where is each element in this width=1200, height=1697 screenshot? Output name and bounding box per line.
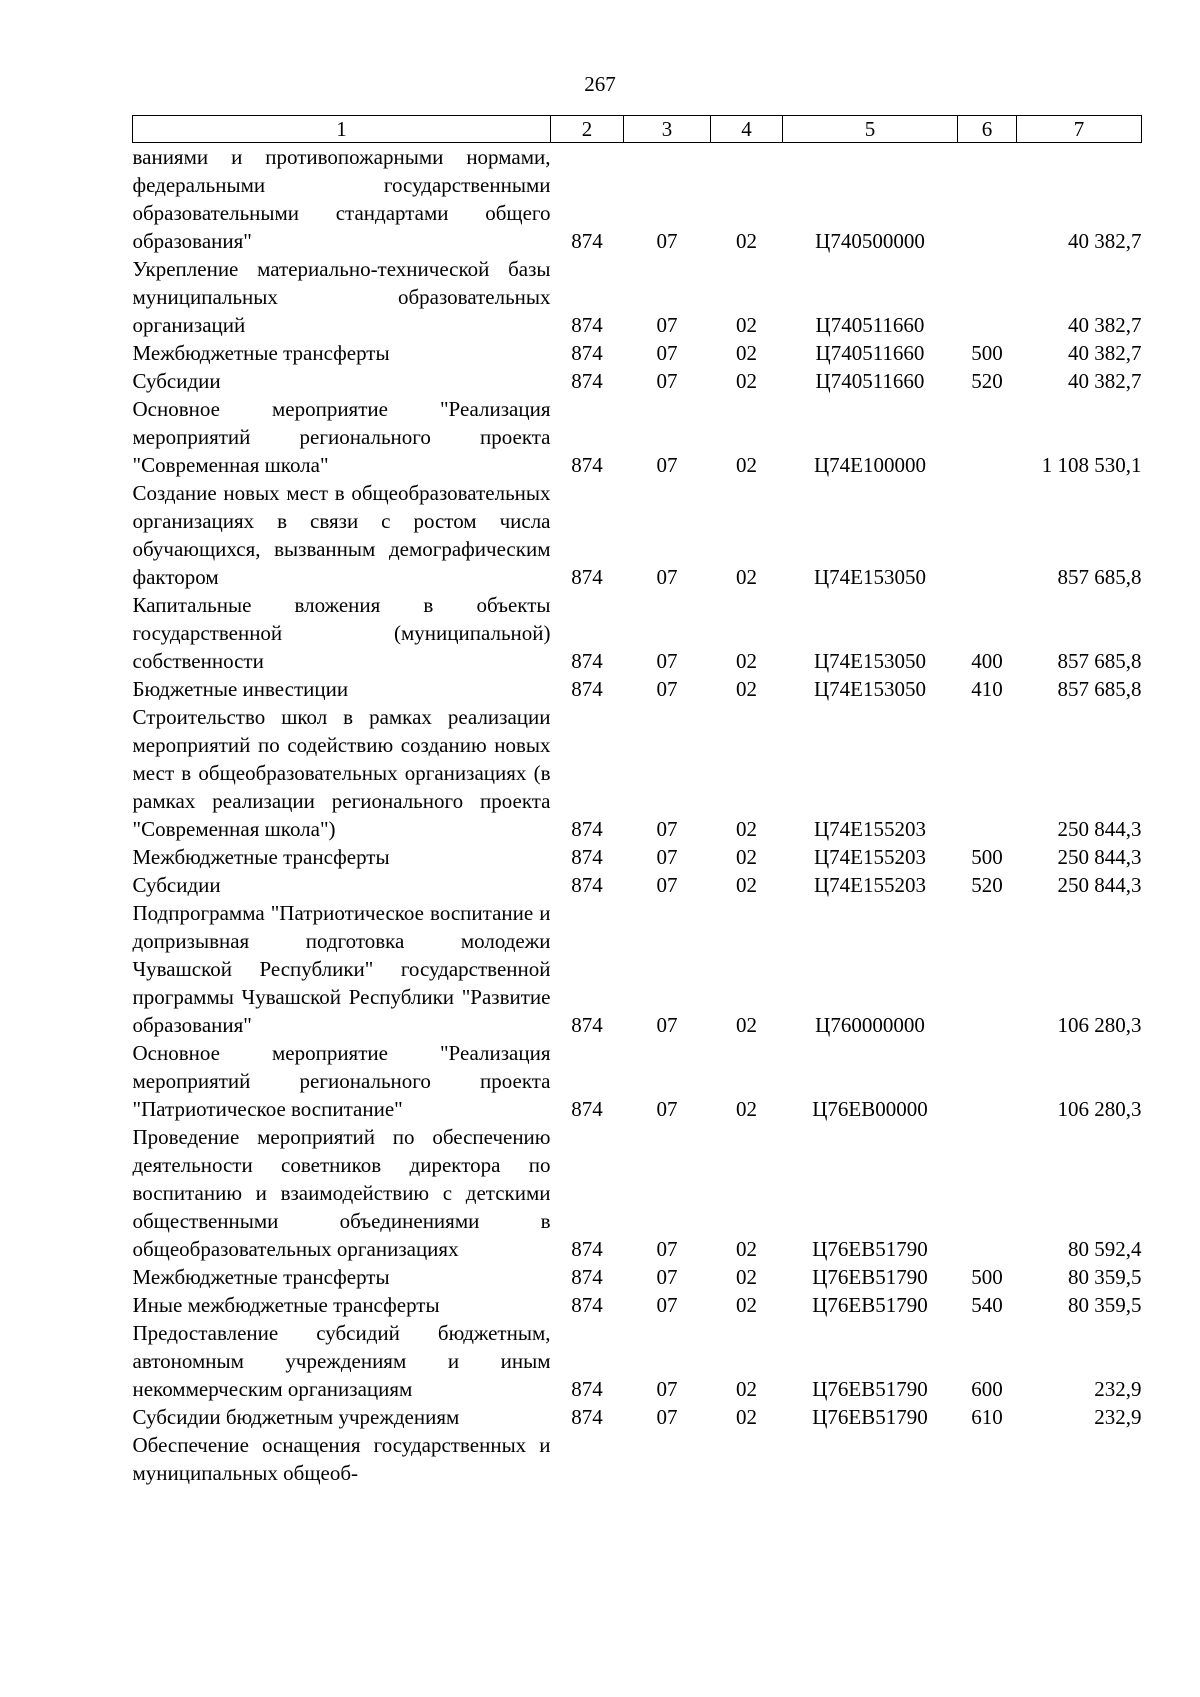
row-name: Подпрограмма "Патриотическое воспитание и допризывная подготовка молодежи Чувашской Республики" государственной программы Чувашской Республики "Развитие образования": [132, 901, 551, 1037]
row-subsection-code: 02: [736, 1293, 757, 1317]
row-expense-type-code: [958, 255, 1017, 339]
row-expense-type-code: 520: [971, 369, 1003, 393]
row-target-article-code: Ц74Е155203: [814, 817, 926, 841]
row-expense-type-code: 500: [971, 341, 1003, 365]
row-section-code: 07: [656, 1013, 678, 1037]
row-amount: 40 382,7: [1068, 229, 1142, 253]
row-subsection-code: 02: [736, 1013, 757, 1037]
row-section-code: 07: [656, 1293, 678, 1317]
table-row: [133, 255, 1142, 339]
row-ministry-code: 874: [571, 817, 603, 841]
row-amount: 80 359,5: [1068, 1265, 1142, 1289]
row-name: Создание новых мест в общеобразовательных организациях в связи с ростом числа обучающихся, вызванным демографическим фактором: [132, 481, 551, 589]
row-amount: 106 280,3: [1057, 1013, 1142, 1037]
row-target-article-code: [783, 1431, 958, 1487]
column-header-2: 2: [551, 116, 624, 143]
table-row: [133, 1291, 1142, 1319]
row-amount: 232,9: [1094, 1377, 1142, 1401]
row-target-article-code: Ц76ЕВ51790: [812, 1265, 928, 1289]
budget-table: [132, 115, 1142, 1487]
column-header-6: 6: [958, 116, 1017, 143]
row-section-code: 07: [656, 1237, 678, 1261]
row-section-code: 07: [656, 229, 678, 253]
row-section-code: 07: [656, 369, 678, 393]
row-ministry-code: 874: [571, 649, 603, 673]
row-target-article-code: Ц76ЕВ51790: [812, 1237, 928, 1261]
row-amount: 857 685,8: [1057, 565, 1142, 589]
row-amount: 232,9: [1094, 1405, 1142, 1429]
row-subsection-code: 02: [736, 341, 757, 365]
row-amount: 1 108 530,1: [1041, 453, 1142, 477]
row-ministry-code: 874: [571, 677, 603, 701]
row-name: ваниями и противопожарными нормами, федеральными государственными образовательными стандартами общего образования": [132, 145, 551, 253]
row-section-code: [624, 1431, 711, 1487]
row-expense-type-code: 410: [971, 677, 1003, 701]
table-row: [133, 1403, 1142, 1431]
row-subsection-code: 02: [736, 1097, 757, 1121]
row-expense-type-code: [958, 1123, 1017, 1263]
table-row: [133, 395, 1142, 479]
row-section-code: 07: [656, 565, 678, 589]
table-row: [133, 1039, 1142, 1123]
table-row: [133, 591, 1142, 675]
row-subsection-code: 02: [736, 677, 757, 701]
row-ministry-code: 874: [571, 1237, 603, 1261]
row-name: Субсидии бюджетным учреждениям: [132, 1405, 460, 1429]
row-name: Предоставление субсидий бюджетным, автономным учреждениям и иным некоммерческим организациям: [132, 1321, 551, 1401]
row-subsection-code: 02: [736, 565, 757, 589]
row-ministry-code: 874: [571, 1013, 603, 1037]
table-row: [133, 367, 1142, 395]
row-subsection-code: 02: [736, 1265, 757, 1289]
row-section-code: 07: [656, 1097, 678, 1121]
row-name: Основное мероприятие "Реализация мероприятий регионального проекта "Патриотическое воспитание": [132, 1041, 551, 1121]
table-row: [133, 675, 1142, 703]
row-subsection-code: 02: [736, 453, 757, 477]
row-target-article-code: Ц74Е153050: [814, 649, 926, 673]
row-ministry-code: 874: [571, 873, 603, 897]
row-subsection-code: [711, 1431, 783, 1487]
row-ministry-code: 874: [571, 341, 603, 365]
row-target-article-code: Ц740511660: [815, 341, 925, 365]
row-expense-type-code: 500: [971, 1265, 1003, 1289]
row-amount: [1017, 1431, 1142, 1487]
row-name: Иные межбюджетные трансферты: [132, 1293, 440, 1317]
table-row: [133, 1263, 1142, 1291]
row-target-article-code: Ц74Е155203: [814, 845, 926, 869]
row-section-code: 07: [656, 1405, 678, 1429]
column-header-4: 4: [711, 116, 783, 143]
row-amount: 80 592,4: [1068, 1237, 1142, 1261]
column-header-1: 1: [133, 116, 551, 143]
row-amount: 857 685,8: [1057, 649, 1142, 673]
row-amount: 857 685,8: [1057, 677, 1142, 701]
table-row: [133, 479, 1142, 591]
row-name: Укрепление материально-технической базы муниципальных образовательных организаций: [132, 257, 551, 337]
row-target-article-code: Ц76ЕВ00000: [812, 1097, 928, 1121]
row-ministry-code: 874: [571, 369, 603, 393]
table-row: [133, 871, 1142, 899]
row-subsection-code: 02: [736, 1377, 757, 1401]
column-header-3: 3: [624, 116, 711, 143]
row-subsection-code: 02: [736, 649, 757, 673]
row-ministry-code: 874: [571, 453, 603, 477]
row-ministry-code: 874: [571, 1293, 603, 1317]
row-section-code: 07: [656, 1377, 678, 1401]
table-row: [133, 899, 1142, 1039]
row-expense-type-code: [958, 479, 1017, 591]
row-expense-type-code: [958, 703, 1017, 843]
row-section-code: 07: [656, 649, 678, 673]
row-expense-type-code: 600: [971, 1377, 1003, 1401]
table-row: [133, 843, 1142, 871]
row-ministry-code: 874: [571, 1265, 603, 1289]
row-expense-type-code: [958, 1039, 1017, 1123]
row-name: Капитальные вложения в объекты государственной (муниципальной) собственности: [132, 593, 551, 673]
row-target-article-code: Ц74Е153050: [814, 677, 926, 701]
row-section-code: 07: [656, 341, 678, 365]
row-section-code: 07: [656, 845, 678, 869]
table-row: [133, 1431, 1142, 1487]
table-row: [133, 1319, 1142, 1403]
row-section-code: 07: [656, 677, 678, 701]
row-target-article-code: Ц74Е100000: [814, 453, 926, 477]
row-target-article-code: Ц74Е153050: [814, 565, 926, 589]
row-amount: 40 382,7: [1068, 369, 1142, 393]
row-subsection-code: 02: [736, 873, 757, 897]
row-amount: 250 844,3: [1057, 845, 1142, 869]
row-ministry-code: 874: [571, 845, 603, 869]
row-target-article-code: Ц74Е155203: [814, 873, 926, 897]
column-header-5: 5: [783, 116, 958, 143]
row-ministry-code: 874: [571, 1097, 603, 1121]
row-subsection-code: 02: [736, 845, 757, 869]
row-name: Бюджетные инвестиции: [132, 677, 349, 701]
row-name: Субсидии: [132, 369, 221, 393]
header-row: [133, 116, 1142, 143]
table-row: [133, 339, 1142, 367]
row-section-code: 07: [656, 1265, 678, 1289]
row-name: Межбюджетные трансферты: [132, 341, 390, 365]
row-subsection-code: 02: [736, 369, 757, 393]
row-target-article-code: Ц740500000: [815, 229, 925, 253]
page-number: 267: [584, 72, 616, 96]
table-row: [133, 703, 1142, 843]
row-subsection-code: 02: [736, 817, 757, 841]
row-expense-type-code: [958, 143, 1017, 256]
row-amount: 80 359,5: [1068, 1293, 1142, 1317]
row-expense-type-code: 520: [971, 873, 1003, 897]
row-amount: 250 844,3: [1057, 817, 1142, 841]
row-name: Основное мероприятие "Реализация мероприятий регионального проекта "Современная школа": [132, 397, 551, 477]
row-amount: 106 280,3: [1057, 1097, 1142, 1121]
row-expense-type-code: [958, 1431, 1017, 1487]
row-ministry-code: 874: [571, 1377, 603, 1401]
row-expense-type-code: 540: [971, 1293, 1003, 1317]
row-ministry-code: 874: [571, 313, 603, 337]
row-subsection-code: 02: [736, 313, 757, 337]
row-expense-type-code: 400: [971, 649, 1003, 673]
row-section-code: 07: [656, 453, 678, 477]
row-name: Проведение мероприятий по обеспечению деятельности советников директора по воспитанию и взаимодействию с детскими общественными объединениями в общеобразовательных организациях: [132, 1125, 551, 1261]
row-target-article-code: Ц76ЕВ51790: [812, 1377, 928, 1401]
row-name: Обеспечение оснащения государственных и муниципальных общеоб-: [132, 1433, 551, 1485]
row-ministry-code: 874: [571, 1405, 603, 1429]
row-ministry-code: 874: [571, 565, 603, 589]
row-target-article-code: Ц760000000: [815, 1013, 925, 1037]
row-name: Субсидии: [132, 873, 221, 897]
row-expense-type-code: 500: [971, 845, 1003, 869]
row-target-article-code: Ц740511660: [815, 369, 925, 393]
row-subsection-code: 02: [736, 1237, 757, 1261]
row-expense-type-code: 610: [971, 1405, 1003, 1429]
row-expense-type-code: [958, 899, 1017, 1039]
row-name: Межбюджетные трансферты: [132, 1265, 390, 1289]
row-ministry-code: 874: [571, 229, 603, 253]
row-name: Межбюджетные трансферты: [132, 845, 390, 869]
row-subsection-code: 02: [736, 1405, 757, 1429]
column-header-7: 7: [1017, 116, 1142, 143]
row-amount: 40 382,7: [1068, 341, 1142, 365]
row-amount: 40 382,7: [1068, 313, 1142, 337]
row-section-code: 07: [656, 313, 678, 337]
row-name: Строительство школ в рамках реализации мероприятий по содействию созданию новых мест в общеобразовательных организациях (в рамках реализации регионального проекта "Современная школа"): [132, 705, 551, 841]
row-amount: 250 844,3: [1057, 873, 1142, 897]
row-section-code: 07: [656, 873, 678, 897]
row-target-article-code: Ц76ЕВ51790: [812, 1405, 928, 1429]
table-row: [133, 1123, 1142, 1263]
row-section-code: 07: [656, 817, 678, 841]
row-target-article-code: Ц740511660: [815, 313, 925, 337]
row-subsection-code: 02: [736, 229, 757, 253]
row-target-article-code: Ц76ЕВ51790: [812, 1293, 928, 1317]
row-ministry-code: [551, 1431, 624, 1487]
row-expense-type-code: [958, 395, 1017, 479]
table-row: [133, 143, 1142, 256]
